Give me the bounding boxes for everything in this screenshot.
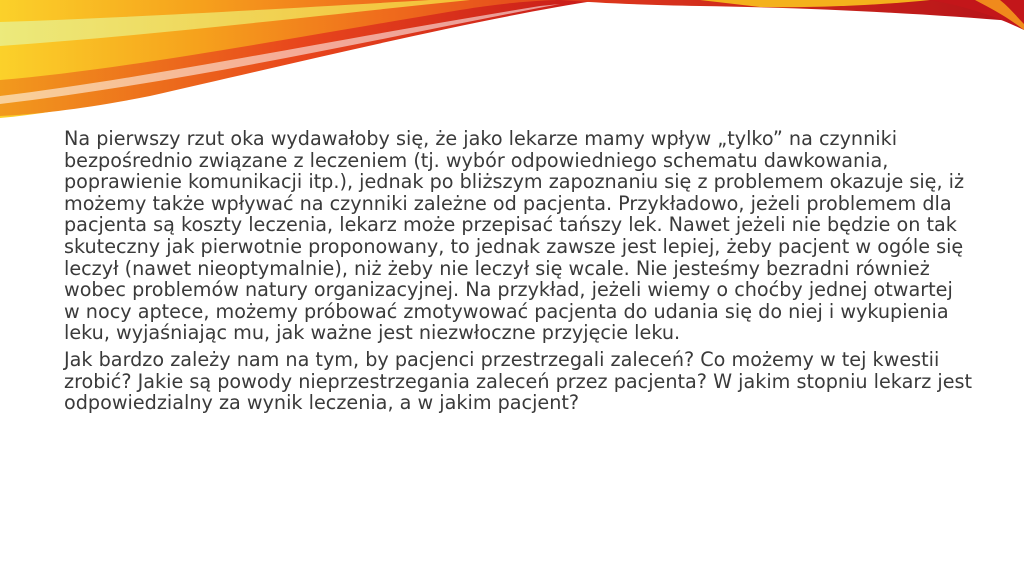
- paragraph-2: Jak bardzo zależy nam na tym, by pacjenci przestrzegali zaleceń? Co możemy w tej kwestii zrobić? Jakie są powody nieprzestrzegania zaleceń przez pacjenta? W jakim stopniu lekarz jest odpowiedzialny za wynik leczenia, a w jakim pacjent?: [64, 347, 973, 415]
- decorative-swoosh-banner: [0, 0, 1024, 130]
- slide-body: [64, 128, 974, 419]
- paragraph-1: Na pierwszy rzut oka wydawałoby się, że jako lekarze mamy wpływ „tylko” na czynniki bezpośrednio związane z leczeniem (tj. wybór odpowiedniego schematu dawkowania, poprawienie komunikacji itp.), jednak po bliższym zapoznaniu się z problemem okazuje się, iż możemy także wpływać na czynniki zależne od pacjenta. Przykładowo, jeżeli problemem dla pacjenta są koszty leczenia, lekarz może przepisać tańszy lek. Nawet jeżeli nie będzie on tak skuteczny jak pierwotnie proponowany, to jednak zawsze jest lepiej, żeby pacjent w ogóle się leczył (nawet nieoptymalnie), niż żeby nie leczył się wcale. Nie jesteśmy bezradni również wobec problemów natury organizacyjnej. Na przykład, jeżeli wiemy o choćby jednej otwartej w nocy aptece, możemy próbować zmotywować pacjenta do udania się do niej i wykupienia leku, wyjaśniając mu, jak ważne jest niezwłoczne przyjęcie leku.: [64, 127, 965, 345]
